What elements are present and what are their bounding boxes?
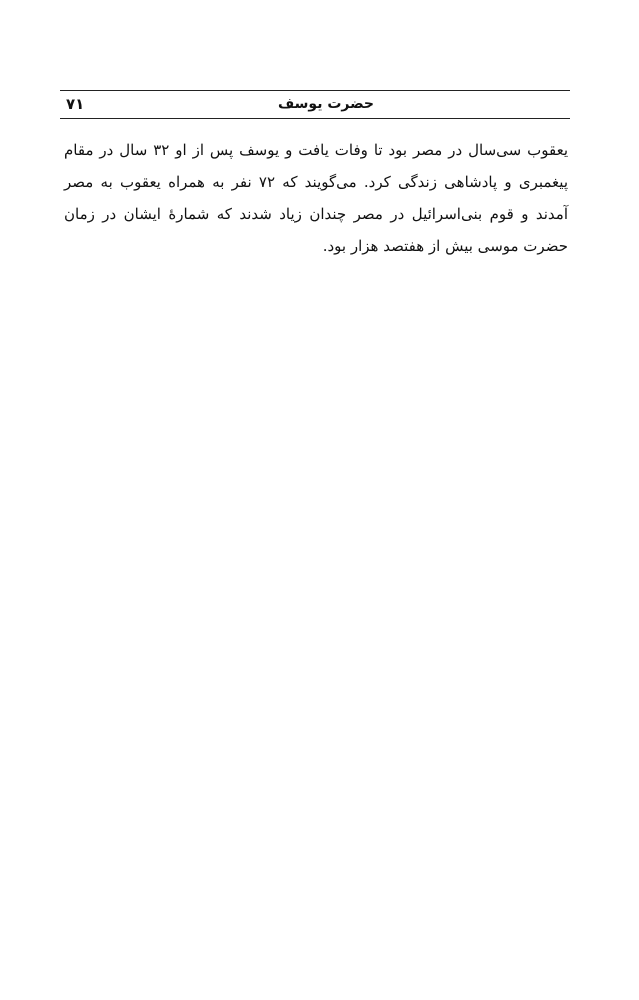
header-bottom-rule <box>60 118 570 119</box>
running-header <box>60 90 570 124</box>
chapter-title: حضرت یوسف <box>277 96 374 112</box>
page-number: ۷۱ <box>66 95 85 113</box>
body-paragraph: یعقوب سی‌سال در مصر بود تا وفات یافت و یوسف پس از او ۳۲ سال در مقام پیغمبری و پادشاهی زندگی کرد. می‌گویند که ۷۲ نفر به همراه یعقوب به مصر آمدند و قوم بنی‌اسرائیل در مصر چندان زیاد شدند که شمارهٔ ایشان در زمان حضرت موسی بیش از هفتصد هزار بود. <box>64 141 568 255</box>
header-top-rule <box>60 90 570 91</box>
